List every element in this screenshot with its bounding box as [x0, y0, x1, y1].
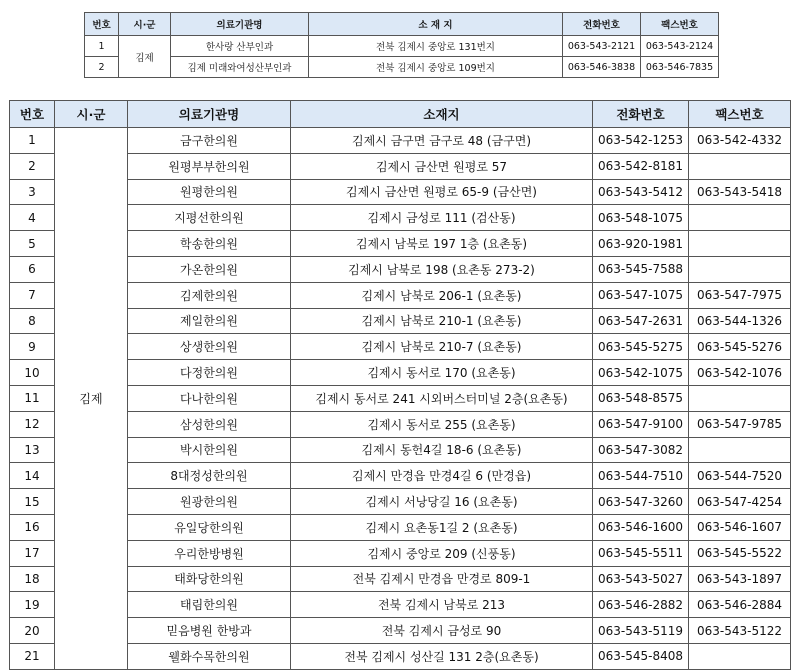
cell-phone: 063-543-5119 — [593, 618, 689, 644]
header-region: 시·군 — [119, 13, 171, 36]
table-row — [10, 334, 791, 360]
cell-institution: 웰화수목한의원 — [128, 643, 291, 669]
cell-address: 김제시 남북로 210-1 (요촌동) — [291, 308, 593, 334]
cell-number: 1 — [10, 128, 55, 154]
cell-number: 19 — [10, 592, 55, 618]
table-row — [10, 231, 791, 257]
table-row — [10, 514, 791, 540]
cell-number: 1 — [85, 36, 119, 57]
cell-address: 김제시 남북로 198 (요촌동 273-2) — [291, 256, 593, 282]
cell-institution: 원평한의원 — [128, 179, 291, 205]
cell-address: 김제시 요촌동1길 2 (요촌동) — [291, 514, 593, 540]
table-row — [10, 256, 791, 282]
cell-number: 7 — [10, 282, 55, 308]
header-institution: 의료기관명 — [171, 13, 309, 36]
cell-fax — [689, 205, 791, 231]
cell-institution: 박시한의원 — [128, 437, 291, 463]
table-row — [10, 411, 791, 437]
obgyn-clinic-table — [84, 12, 719, 78]
cell-fax: 063-542-1076 — [689, 360, 791, 386]
cell-institution: 원광한의원 — [128, 489, 291, 515]
cell-phone: 063-548-8575 — [593, 385, 689, 411]
cell-institution: 태화당한의원 — [128, 566, 291, 592]
cell-institution: 태림한의원 — [128, 592, 291, 618]
cell-fax: 063-546-2884 — [689, 592, 791, 618]
table-row — [10, 643, 791, 669]
cell-address: 김제시 동헌4길 18-6 (요촌동) — [291, 437, 593, 463]
cell-address: 김제시 금구면 금구로 48 (금구면) — [291, 128, 593, 154]
cell-phone: 063-542-8181 — [593, 153, 689, 179]
cell-address: 김제시 동서로 241 시외버스터미널 2층(요촌동) — [291, 385, 593, 411]
cell-address: 김제시 남북로 197 1층 (요촌동) — [291, 231, 593, 257]
cell-fax: 063-544-7520 — [689, 463, 791, 489]
cell-phone: 063-547-2631 — [593, 308, 689, 334]
cell-number: 13 — [10, 437, 55, 463]
cell-number: 16 — [10, 514, 55, 540]
table-row — [10, 308, 791, 334]
cell-fax — [689, 231, 791, 257]
cell-fax: 063-545-5522 — [689, 540, 791, 566]
cell-phone: 063-545-8408 — [593, 643, 689, 669]
cell-fax: 063-547-7975 — [689, 282, 791, 308]
header-address: 소 재 지 — [309, 13, 563, 36]
cell-fax — [689, 153, 791, 179]
cell-phone: 063-545-5275 — [593, 334, 689, 360]
cell-address: 김제시 금산면 원평로 65-9 (금산면) — [291, 179, 593, 205]
table-row — [10, 618, 791, 644]
cell-address: 김제시 만경읍 만경4길 6 (만경읍) — [291, 463, 593, 489]
cell-institution: 다나한의원 — [128, 385, 291, 411]
cell-fax — [689, 385, 791, 411]
cell-number: 21 — [10, 643, 55, 669]
cell-address: 전북 김제시 금성로 90 — [291, 618, 593, 644]
cell-fax: 063-544-1326 — [689, 308, 791, 334]
header-region: 시·군 — [55, 101, 128, 128]
cell-phone: 063-546-3838 — [563, 57, 641, 78]
table-row — [10, 540, 791, 566]
cell-number: 11 — [10, 385, 55, 411]
cell-address: 김제시 동서로 170 (요촌동) — [291, 360, 593, 386]
cell-number: 20 — [10, 618, 55, 644]
cell-fax — [689, 437, 791, 463]
cell-address: 김제시 남북로 206-1 (요촌동) — [291, 282, 593, 308]
cell-fax: 063-545-5276 — [689, 334, 791, 360]
cell-phone: 063-544-7510 — [593, 463, 689, 489]
cell-phone: 063-548-1075 — [593, 205, 689, 231]
cell-fax: 063-546-7835 — [641, 57, 719, 78]
cell-phone: 063-546-2882 — [593, 592, 689, 618]
cell-number: 2 — [10, 153, 55, 179]
cell-address: 김제시 금산면 원평로 57 — [291, 153, 593, 179]
header-institution: 의료기관명 — [128, 101, 291, 128]
table-row — [10, 566, 791, 592]
cell-institution: 우리한방병원 — [128, 540, 291, 566]
cell-institution: 삼성한의원 — [128, 411, 291, 437]
cell-number: 6 — [10, 256, 55, 282]
cell-number: 3 — [10, 179, 55, 205]
table-row — [10, 592, 791, 618]
cell-number: 5 — [10, 231, 55, 257]
cell-fax: 063-543-5418 — [689, 179, 791, 205]
cell-phone: 063-545-5511 — [593, 540, 689, 566]
cell-address: 전북 김제시 남북로 213 — [291, 592, 593, 618]
cell-institution: 제일한의원 — [128, 308, 291, 334]
table-row — [10, 282, 791, 308]
cell-institution: 김제 미래와여성산부인과 — [171, 57, 309, 78]
cell-institution: 믿음병원 한방과 — [128, 618, 291, 644]
cell-phone: 063-546-1600 — [593, 514, 689, 540]
table-header-row — [85, 13, 719, 36]
cell-institution: 8대정성한의원 — [128, 463, 291, 489]
cell-fax: 063-543-2124 — [641, 36, 719, 57]
cell-institution: 학송한의원 — [128, 231, 291, 257]
cell-institution: 금구한의원 — [128, 128, 291, 154]
cell-number: 9 — [10, 334, 55, 360]
cell-phone: 063-543-2121 — [563, 36, 641, 57]
cell-number: 14 — [10, 463, 55, 489]
cell-institution: 지평선한의원 — [128, 205, 291, 231]
table-row — [10, 437, 791, 463]
cell-phone: 063-547-1075 — [593, 282, 689, 308]
cell-institution: 유일당한의원 — [128, 514, 291, 540]
cell-institution: 한사랑 산부인과 — [171, 36, 309, 57]
cell-institution: 김제한의원 — [128, 282, 291, 308]
table-row — [10, 153, 791, 179]
cell-institution: 다정한의원 — [128, 360, 291, 386]
cell-phone: 063-542-1253 — [593, 128, 689, 154]
header-fax: 팩스번호 — [641, 13, 719, 36]
cell-fax — [689, 643, 791, 669]
cell-fax: 063-546-1607 — [689, 514, 791, 540]
cell-address: 김제시 남북로 210-7 (요촌동) — [291, 334, 593, 360]
cell-fax: 063-543-1897 — [689, 566, 791, 592]
cell-institution: 원평부부한의원 — [128, 153, 291, 179]
cell-region: 김제 — [119, 36, 171, 78]
cell-number: 10 — [10, 360, 55, 386]
cell-phone: 063-547-3082 — [593, 437, 689, 463]
header-phone: 전화번호 — [563, 13, 641, 36]
cell-address: 전북 김제시 중앙로 109번지 — [309, 57, 563, 78]
cell-phone: 063-543-5027 — [593, 566, 689, 592]
cell-fax — [689, 256, 791, 282]
table-row — [10, 360, 791, 386]
cell-address: 김제시 중앙로 209 (신풍동) — [291, 540, 593, 566]
cell-address: 전북 김제시 만경읍 만경로 809-1 — [291, 566, 593, 592]
cell-number: 17 — [10, 540, 55, 566]
cell-phone: 063-542-1075 — [593, 360, 689, 386]
header-address: 소재지 — [291, 101, 593, 128]
cell-institution: 상생한의원 — [128, 334, 291, 360]
cell-number: 4 — [10, 205, 55, 231]
cell-fax: 063-547-9785 — [689, 411, 791, 437]
cell-phone: 063-547-9100 — [593, 411, 689, 437]
table-row — [10, 385, 791, 411]
cell-address: 김제시 금성로 111 (검산동) — [291, 205, 593, 231]
header-fax: 팩스번호 — [689, 101, 791, 128]
cell-phone: 063-545-7588 — [593, 256, 689, 282]
table-row — [10, 205, 791, 231]
header-phone: 전화번호 — [593, 101, 689, 128]
header-number: 번호 — [85, 13, 119, 36]
cell-region: 김제 — [55, 128, 128, 670]
cell-address: 전북 김제시 중앙로 131번지 — [309, 36, 563, 57]
table-row — [10, 179, 791, 205]
cell-phone: 063-547-3260 — [593, 489, 689, 515]
table-row — [10, 463, 791, 489]
cell-number: 12 — [10, 411, 55, 437]
cell-number: 2 — [85, 57, 119, 78]
table-header-row — [10, 101, 791, 128]
cell-fax: 063-542-4332 — [689, 128, 791, 154]
cell-institution: 가온한의원 — [128, 256, 291, 282]
table-row — [10, 489, 791, 515]
korean-medicine-clinic-table — [9, 100, 791, 670]
cell-fax: 063-547-4254 — [689, 489, 791, 515]
cell-address: 전북 김제시 성산길 131 2층(요촌동) — [291, 643, 593, 669]
table-row — [85, 36, 719, 57]
table-row — [85, 57, 719, 78]
table-row — [10, 128, 791, 154]
cell-address: 김제시 동서로 255 (요촌동) — [291, 411, 593, 437]
cell-number: 15 — [10, 489, 55, 515]
header-number: 번호 — [10, 101, 55, 128]
cell-address: 김제시 서낭당길 16 (요촌동) — [291, 489, 593, 515]
cell-fax: 063-543-5122 — [689, 618, 791, 644]
cell-phone: 063-543-5412 — [593, 179, 689, 205]
cell-number: 8 — [10, 308, 55, 334]
cell-number: 18 — [10, 566, 55, 592]
cell-phone: 063-920-1981 — [593, 231, 689, 257]
